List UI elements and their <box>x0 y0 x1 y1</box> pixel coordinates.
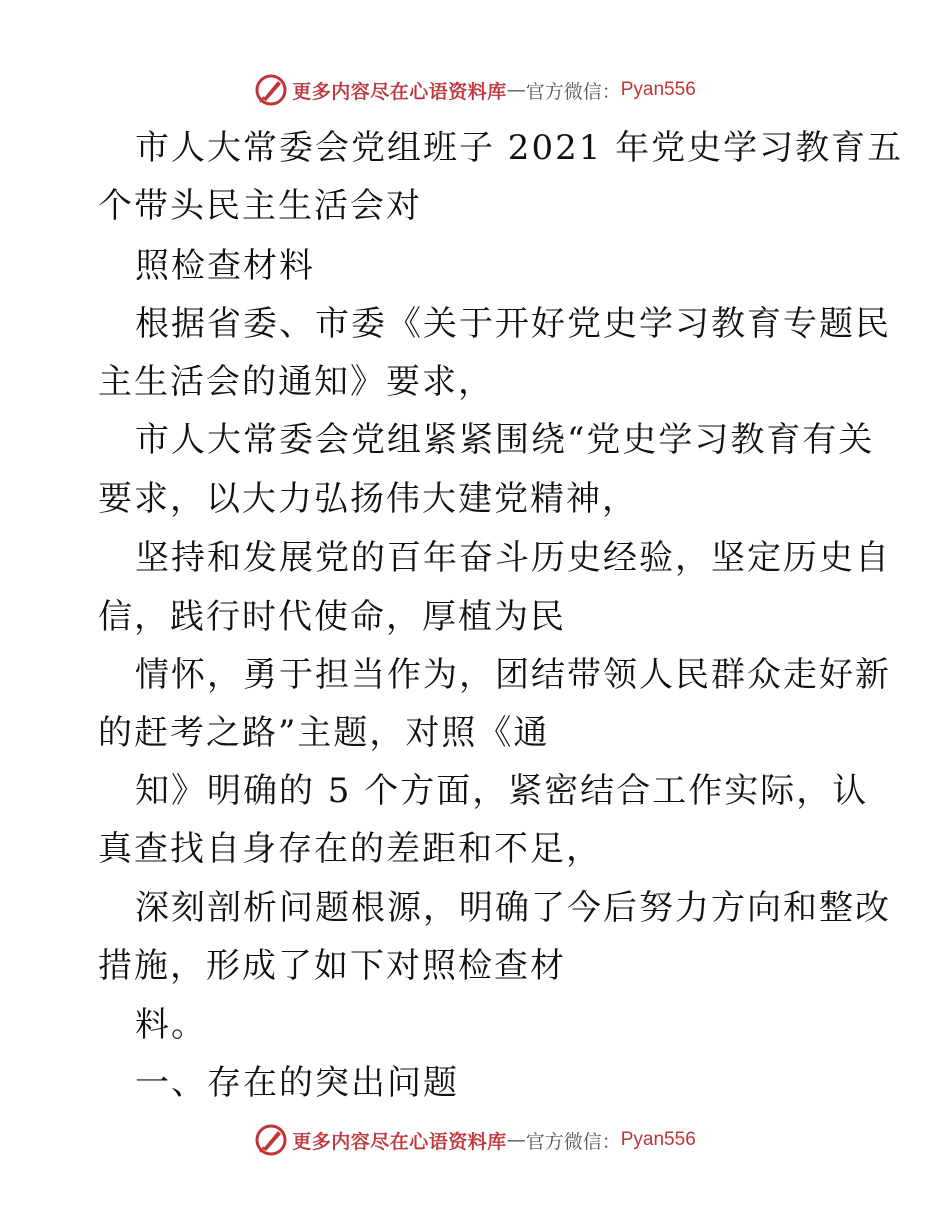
feather-circle-logo-icon <box>254 1123 288 1157</box>
body-line: 深刻剖析问题根源，明确了今后努力方向和整改 <box>135 888 891 928</box>
title-line-1: 市人大常委会党组班子 2021 年党史学习教育五 <box>135 128 904 168</box>
footer-watermark <box>0 1120 950 1160</box>
body-line: 要求，以大力弘扬伟大建党精神， <box>98 479 638 519</box>
body-line: 市人大常委会党组紧紧围绕“党史学习教育有关 <box>135 420 875 460</box>
body-line: 坚持和发展党的百年奋斗历史经验，坚定历史自 <box>135 538 891 578</box>
title-line-3: 照检查材料 <box>135 246 315 286</box>
body-line: 信，践行时代使命，厚植为民 <box>98 597 566 637</box>
watermark-site-text: 更多内容尽在心语资料库 <box>292 1130 507 1153</box>
body-line: 真查找自身存在的差距和不足， <box>98 829 602 869</box>
watermark-wechat-id: Pyan556 <box>620 1129 696 1150</box>
body-line: 措施，形成了如下对照检查材 <box>98 946 566 986</box>
watermark-wechat-label: 官方微信： <box>525 80 621 103</box>
body-line: 的赶考之路”主题，对照《通 <box>98 713 550 753</box>
section-heading: 一、存在的突出问题 <box>135 1063 459 1103</box>
body-line: 根据省委、市委《关于开好党史学习教育专题民 <box>135 304 891 344</box>
body-line: 料。 <box>135 1005 207 1045</box>
feather-circle-logo-icon <box>254 73 288 107</box>
watermark-site-text: 更多内容尽在心语资料库 <box>292 80 507 103</box>
watermark-dash: — <box>506 79 526 101</box>
body-line: 知》明确的 5 个方面，紧密结合工作实际，认 <box>135 771 869 811</box>
watermark-wechat-label: 官方微信： <box>525 1130 621 1153</box>
watermark-wechat-id: Pyan556 <box>620 79 696 100</box>
watermark-dash: — <box>506 1129 526 1151</box>
header-watermark <box>0 70 950 110</box>
body-line: 情怀，勇于担当作为，团结带领人民群众走好新 <box>135 655 891 695</box>
body-line: 主生活会的通知》要求， <box>98 362 494 402</box>
title-line-2: 个带头民主生活会对 <box>98 186 422 226</box>
